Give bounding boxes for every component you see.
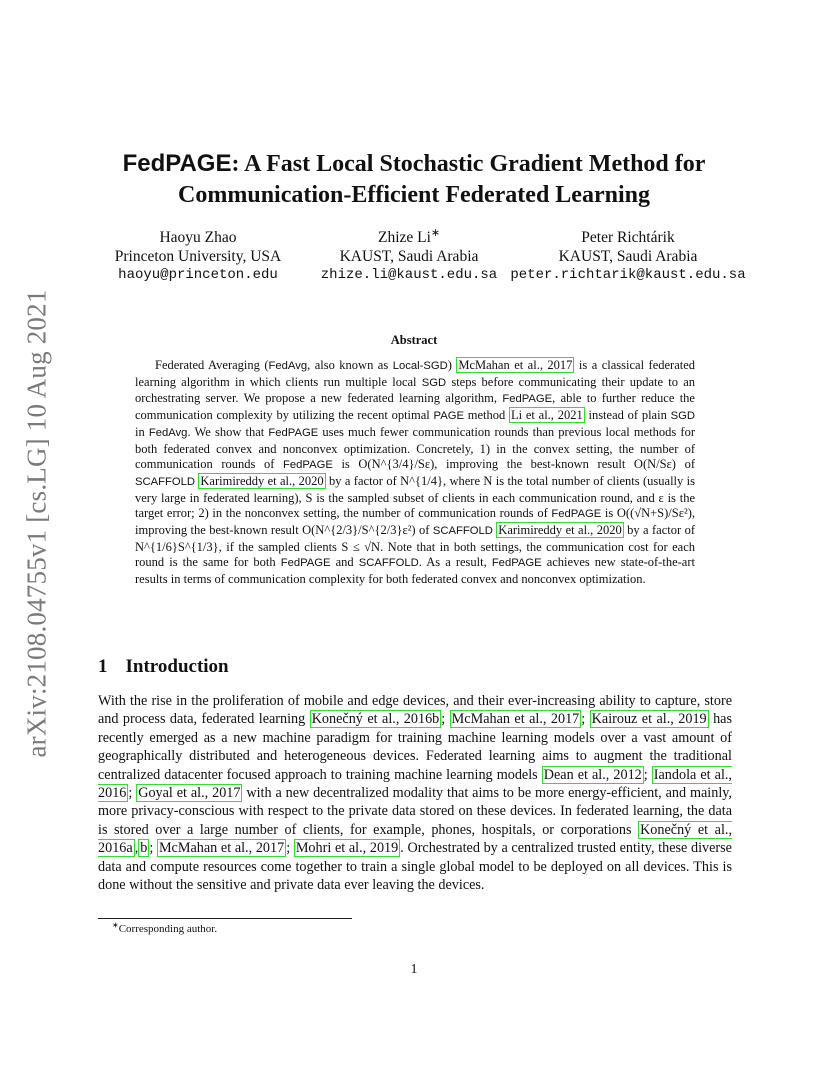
section-number: 1 [98, 656, 108, 677]
body-text: With the rise in the proliferation of mobile and edge devices, and their ever-increasing ability to capture, store and process data, federated learning [98, 693, 732, 728]
citation-link[interactable]: McMahan et al., 2017 [158, 840, 285, 857]
method-name: FedPAGE [551, 508, 602, 521]
method-name: FedAvg [148, 426, 188, 439]
author-block-richtarik [506, 228, 750, 285]
body-text: . Orchestrated by a centralized trusted entity, these diverse data and compute resources come together to train a single global model to be deployed on all devices. This is done without the sensitive and private data ever leaving the devices. [98, 840, 732, 894]
method-name: FedPAGE [491, 557, 542, 570]
method-name: SGD [670, 410, 695, 423]
section-heading-introduction [98, 656, 229, 678]
citation-link[interactable]: Goyal et al., 2017 [138, 785, 241, 802]
author-block-li [316, 228, 502, 285]
abstract-text: by a factor of N^{1/4}, where N is the total number of clients (usually is very large in federated learning), S is the sampled subset of clients in each communication round, and ε is the target error; 2) in the nonconvex setting, the number of communication rounds of [135, 473, 695, 521]
abstract-text: instead of plain [584, 408, 671, 423]
citation-link[interactable]: McMahan et al., 2017 [458, 358, 573, 372]
abstract-text: , also known as [307, 358, 393, 372]
citation-link[interactable]: Mohri et al., 2019 [295, 840, 399, 857]
method-name: FedAvg [268, 360, 308, 372]
page-number: 1 [410, 962, 418, 977]
method-name: PAGE [433, 410, 464, 423]
arxiv-identifier-text: arXiv:2108.04755v1 [cs.LG] 10 Aug 2021 [21, 288, 52, 758]
abstract-text: is O((√N+S)/Sε²), improving the best-known result O(N^{2/3}/S^{2/3}ε²) of [135, 506, 695, 538]
method-name: Local-SGD [392, 360, 448, 372]
citation-separator: ; [149, 840, 157, 857]
author-affiliation: KAUST, Saudi Arabia [558, 248, 698, 265]
section-title: Introduction [125, 656, 229, 677]
citation-link[interactable]: Iandola et al., 2016 [98, 766, 732, 802]
abstract-text: . As a result, [418, 555, 492, 570]
citation-link[interactable]: b [140, 840, 148, 857]
method-name: FedPAGE [502, 393, 553, 406]
footnote-divider [98, 918, 352, 919]
author-block-zhao [98, 228, 298, 285]
author-email[interactable]: peter.richtarik@kaust.edu.sa [510, 267, 746, 283]
abstract-text: steps before communicating their update to an orchestrating server. We propose a new federated learning algorithm, [135, 374, 695, 406]
author-affiliation: Princeton University, USA [114, 248, 282, 265]
method-name: FedPAGE [280, 557, 331, 570]
citation-link[interactable]: Konečný et al., 2016b [311, 711, 440, 728]
body-text: with a new decentralized modality that aims to be more energy-efficient, and mainly, more privacy-conscious with respect to the private data stored on these devices. In federated learning, the data is stored over a large number of clients, for example, phones, hospitals, or corporations [98, 785, 732, 838]
abstract-heading: Abstract [390, 333, 438, 347]
abstract-text: achieves new state-of-the-art results in terms of communication complexity for both federated convex and nonconvex optimization. [135, 555, 695, 587]
author-name: Haoyu Zhao [159, 229, 237, 246]
citation-link[interactable]: McMahan et al., 2017 [451, 711, 580, 728]
paper-title-line2: Communication-Efficient Federated Learning [178, 182, 650, 208]
citation-link[interactable]: Konečný et al., 2016a [98, 821, 732, 857]
abstract-body [135, 358, 695, 588]
introduction-paragraph [98, 692, 732, 894]
abstract-text: , able to further reduce the communication complexity by utilizing the recent optimal [135, 391, 695, 423]
citation-separator: ; [128, 785, 137, 802]
citation-link[interactable]: Dean et al., 2012 [543, 766, 642, 783]
abstract-text: uses much fewer communication rounds than previous local methods for both federated convex and nonconvex optimization. Concretely, 1) in the convex setting, the number of communication rounds of [135, 424, 695, 472]
abstract-text: method [463, 408, 509, 423]
footnote [112, 920, 218, 935]
method-name: SGD [421, 376, 447, 389]
citation-link[interactable]: Kairouz et al., 2019 [591, 711, 707, 728]
paper-title [60, 148, 768, 211]
citation-link[interactable]: Karimireddy et al., 2020 [498, 523, 622, 538]
citation-separator: ; [286, 840, 294, 857]
author-name: Peter Richtárik [581, 229, 675, 246]
author-email[interactable]: zhize.li@kaust.edu.sa [320, 267, 498, 283]
author-affiliation: KAUST, Saudi Arabia [339, 248, 479, 265]
arxiv-identifier [22, 288, 52, 758]
paper-title-method-name: FedPAGE [122, 150, 232, 177]
footnote-mark: ∗ [112, 920, 119, 930]
method-name: SCAFFOLD [432, 525, 493, 538]
citation-separator: ; [581, 711, 590, 728]
abstract-text: . We show that [187, 424, 269, 439]
abstract-text: in [135, 424, 149, 439]
abstract-text: by a factor of N^{1/6}S^{1/3}, if the sampled clients S ≤ √N. Note that in both settings, the communication cost for each round is the same for both [135, 523, 695, 570]
citation-separator: ; [643, 766, 652, 783]
citation-link[interactable]: Karimireddy et al., 2020 [200, 473, 324, 488]
abstract-text: is a classical federated learning algorithm in which clients run multiple local [135, 358, 696, 389]
method-name: FedPAGE [268, 426, 319, 439]
method-name: SCAFFOLD [358, 557, 419, 570]
author-name: Zhize Li [377, 229, 431, 246]
method-name: SCAFFOLD [135, 475, 196, 488]
author-email[interactable]: haoyu@princeton.edu [118, 267, 278, 283]
paper-title-rest: : A Fast Local Stochastic Gradient Method for [231, 151, 706, 177]
abstract-text: ) [447, 358, 457, 372]
abstract-text: is O(N^{3/4}/Sε), improving the best-known result O(N/Sε) of [332, 457, 695, 472]
citation-separator: , [134, 840, 139, 857]
footnote-text: Corresponding author. [118, 923, 218, 935]
abstract-text: and [330, 555, 359, 570]
body-text: has recently emerged as a new machine paradigm for training machine learning models over a vast amount of geographically distributed and heterogeneous devices. Federated learning aims to augment the traditional centralized datacenter focused approach to training machine learning models [98, 711, 732, 783]
abstract-text: Federated Averaging ( [155, 358, 269, 372]
method-name: FedPAGE [283, 459, 333, 472]
citation-separator: ; [441, 711, 450, 728]
corresponding-author-mark: ∗ [430, 226, 441, 239]
citation-link[interactable]: Li et al., 2021 [511, 408, 583, 423]
